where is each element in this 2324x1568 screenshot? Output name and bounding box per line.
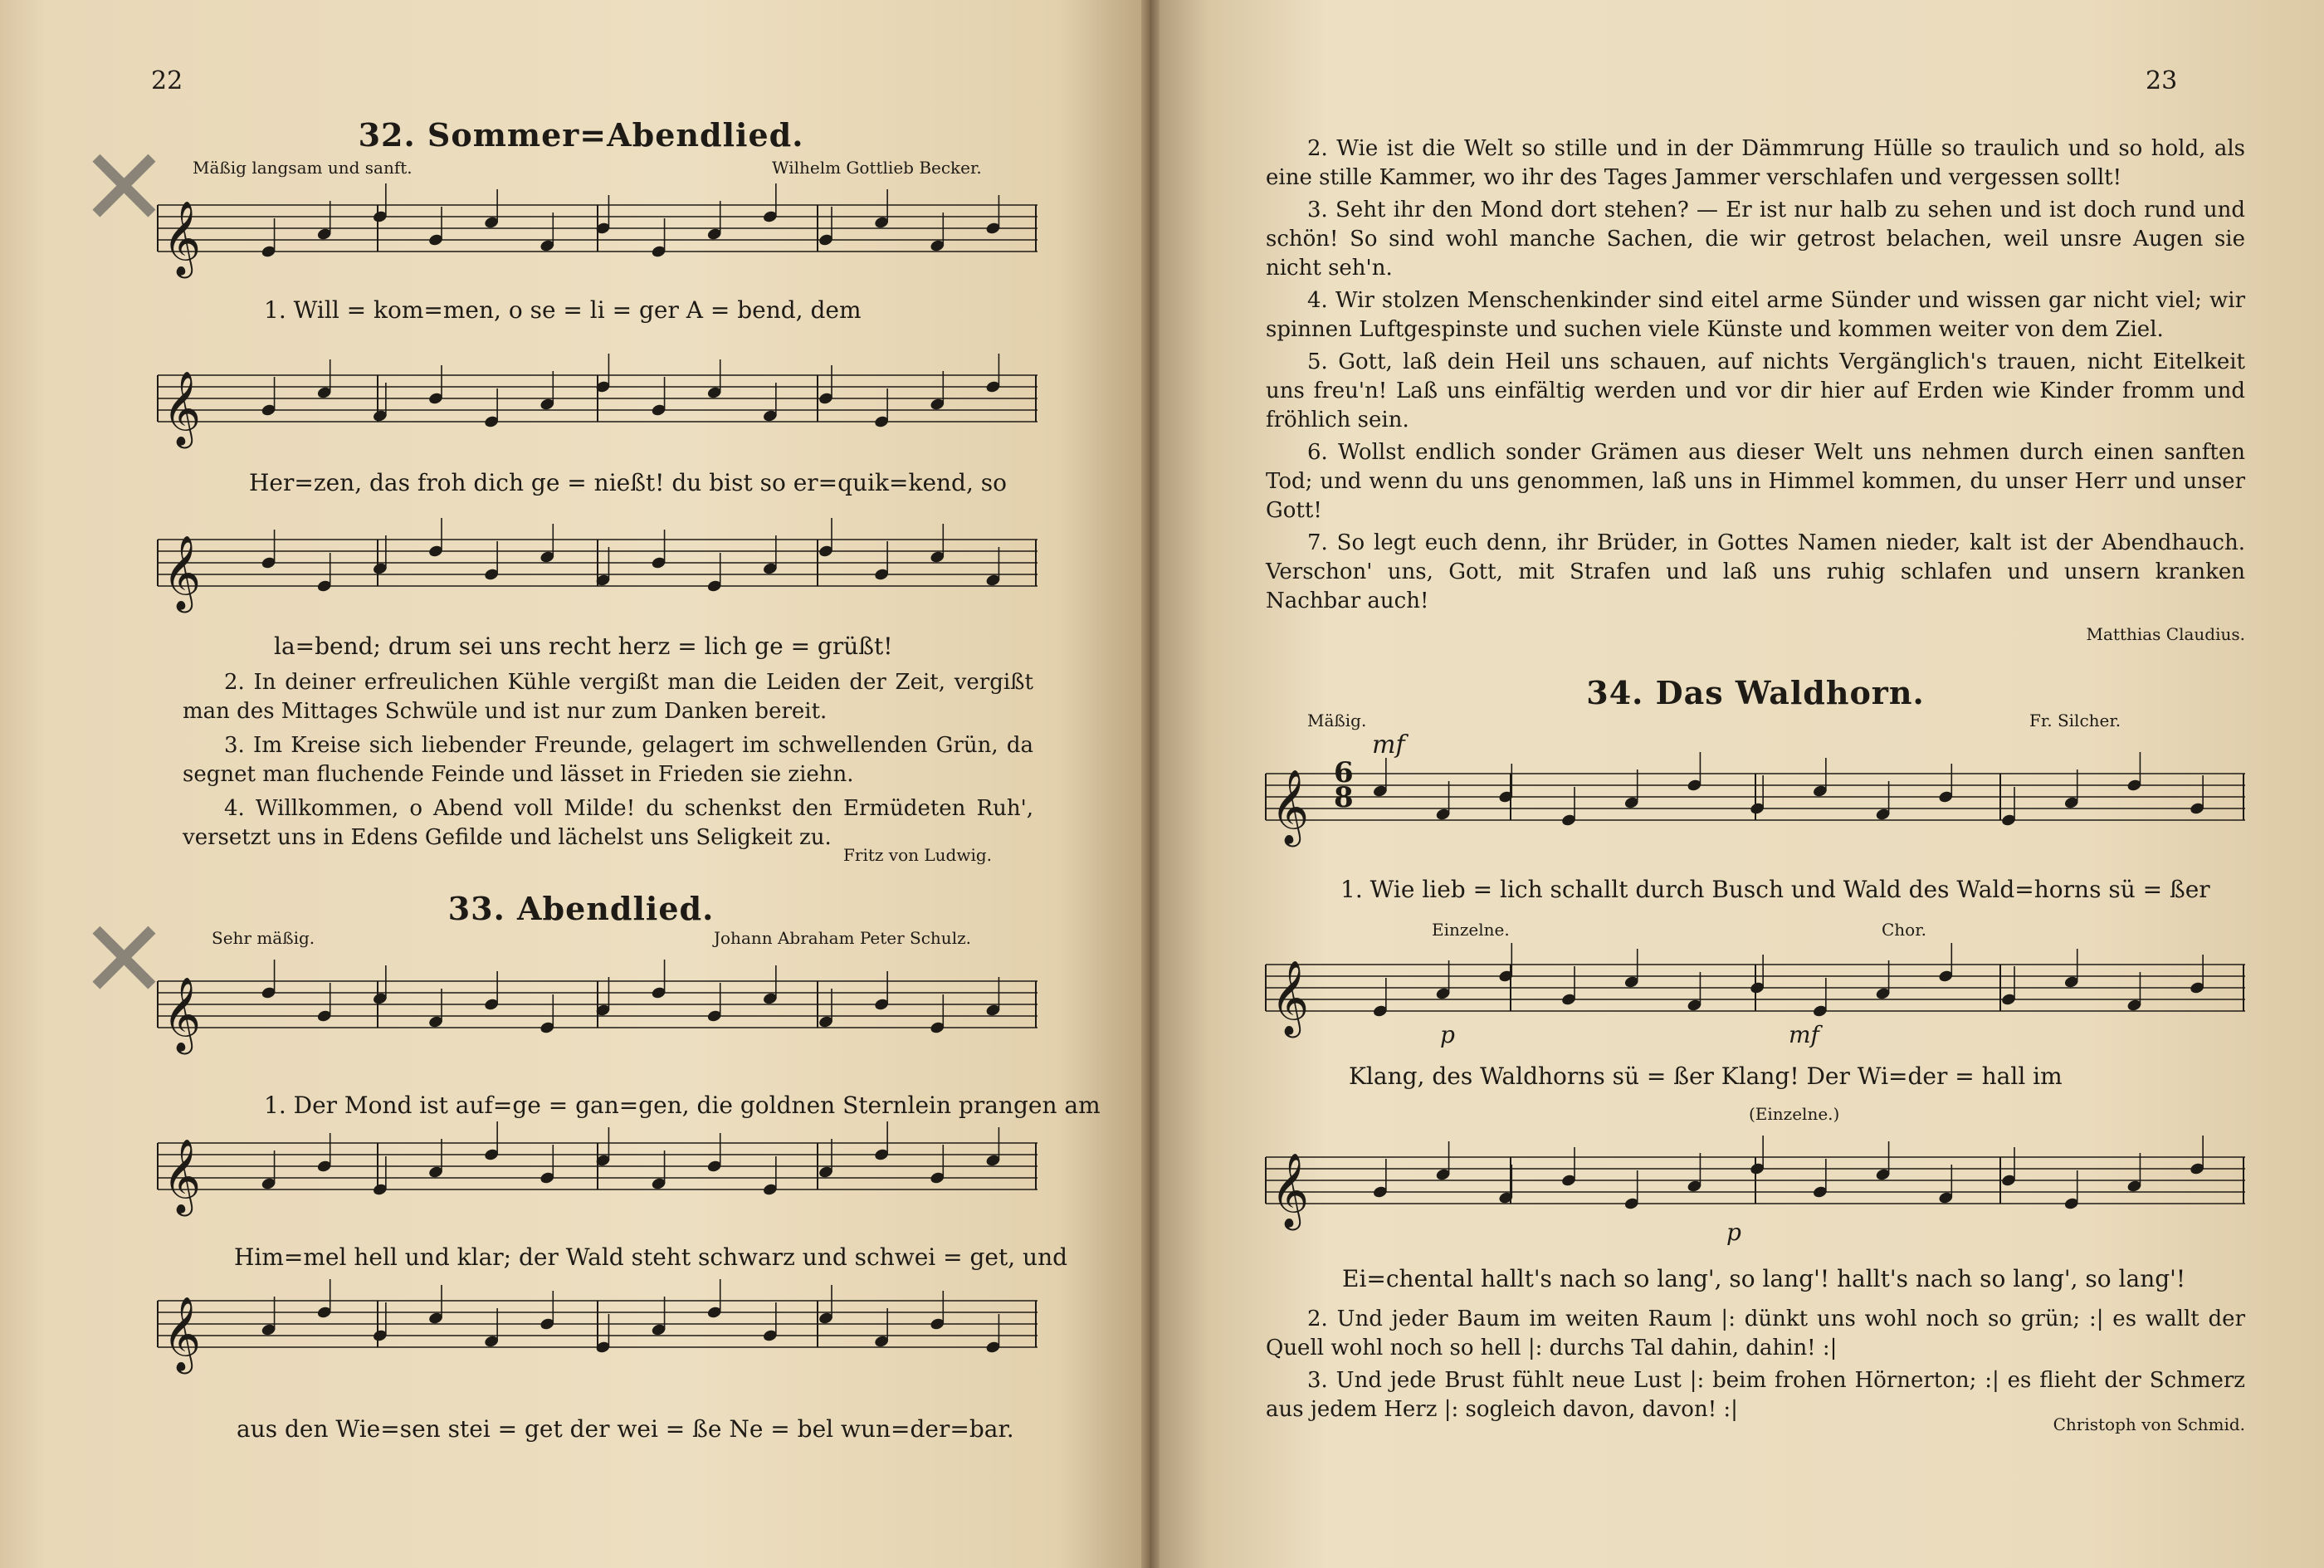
- page-number: 23: [2146, 66, 2178, 95]
- page-number: 22: [151, 66, 183, 95]
- music-staff: [158, 357, 1038, 446]
- music-staff: [158, 963, 1038, 1052]
- treble-clef-icon: 𝄞: [163, 977, 202, 1052]
- pencil-x-mark-icon: ✕: [79, 896, 169, 1023]
- dynamic-marking: mf: [1372, 730, 1405, 760]
- poet-credit: Wilhelm Gottlieb Becker.: [772, 158, 982, 178]
- tempo-marking: Sehr mäßig.: [212, 928, 315, 948]
- verse: 3. Seht ihr den Mond dort stehen? — Er ist nur halb zu sehen und ist doch rund und schön! So sind wohl manche Sachen, die wir getrost belachen, weil unsre Augen sie nicht seh'n.: [1266, 198, 2245, 281]
- verse-block: [1266, 134, 2245, 616]
- verse: 7. So legt euch denn, ihr Brüder, in Gottes Namen nieder, kalt ist der Abendhauch. Verschon' uns, Gott, mit Strafen und laß uns ruhig schlafen und unsern kranken Nachbar auch!: [1266, 530, 2245, 613]
- music-staff: [158, 1125, 1038, 1214]
- dynamic-marking: mf: [1789, 1021, 1819, 1048]
- author-credit: Matthias Claudius.: [2086, 624, 2245, 644]
- music-staff: [158, 187, 1038, 276]
- book-gutter: [1141, 0, 1160, 1568]
- part-label: Chor.: [1882, 920, 1926, 940]
- author-credit: Christoph von Schmid.: [2053, 1414, 2245, 1434]
- lyric-line: 1. Will = kom=men, o se = li = ger A = bend, dem: [264, 296, 862, 324]
- treble-clef-icon: 𝄞: [163, 535, 202, 610]
- song-title: 32. Sommer=Abendlied.: [358, 116, 804, 154]
- tempo-marking: Mäßig.: [1307, 711, 1367, 730]
- lyric-line: aus den Wie=sen stei = get der wei = ße Ne = bel wun=der=bar.: [237, 1415, 1014, 1443]
- left-page: [0, 0, 1150, 1568]
- treble-clef-icon: 𝄞: [163, 201, 202, 276]
- verse: 2. Wie ist die Welt so stille und in der Dämmrung Hülle so traulich und so hold, als eine stille Kammer, wo ihr des Tages Jammer verschlafen und vergessen sollt!: [1266, 136, 2245, 190]
- lyric-line: Him=mel hell und klar; der Wald steht schwarz und schwei = get, und: [234, 1243, 1068, 1271]
- lyric-line: 1. Wie lieb = lich schallt durch Busch und Wald des Wald=horns sü = ßer: [1340, 876, 2210, 903]
- treble-clef-icon: 𝄞: [1271, 769, 1310, 844]
- tempo-marking: Mäßig langsam und sanft.: [193, 158, 413, 178]
- dynamic-marking: p: [1726, 1219, 1741, 1246]
- time-signature: 6 8: [1334, 756, 1354, 814]
- treble-clef-icon: 𝄞: [163, 371, 202, 446]
- lyric-line: Her=zen, das froh dich ge = nießt! du bist so er=quik=kend, so: [249, 469, 1007, 496]
- music-staff: [1266, 755, 2245, 844]
- verse: 2. In deiner erfreulichen Kühle vergißt man die Leiden der Zeit, vergißt man des Mittages Schwüle und ist nur zum Danken bereit.: [183, 670, 1033, 724]
- part-label: (Einzelne.): [1749, 1104, 1840, 1124]
- verse: 5. Gott, laß dein Heil uns schauen, auf nichts Vergänglich's trauen, nicht Eitelkeit uns freu'n! Laß uns einfältig werden und vor dir hier auf Erden wie Kinder fromm und fröhlich sein.: [1266, 349, 2245, 432]
- verse-block: [1266, 1305, 2245, 1424]
- composer-credit: Johann Abraham Peter Schulz.: [714, 928, 971, 948]
- part-label: Einzelne.: [1432, 920, 1510, 940]
- right-page: [1150, 0, 2324, 1568]
- dynamic-marking: p: [1440, 1021, 1455, 1048]
- verse: 3. Im Kreise sich liebender Freunde, gelagert im schwellenden Grün, da segnet man fluchende Feinde und lässet in Frieden sie ziehn.: [183, 733, 1033, 787]
- treble-clef-icon: 𝄞: [1271, 1153, 1310, 1228]
- song-title: 34. Das Waldhorn.: [1586, 674, 1925, 711]
- verse-block: [183, 668, 1033, 852]
- treble-clef-icon: 𝄞: [163, 1139, 202, 1214]
- song-title: 33. Abendlied.: [447, 890, 715, 927]
- music-staff: [158, 521, 1038, 610]
- lyric-line: la=bend; drum sei uns recht herz = lich ge = grüßt!: [274, 633, 893, 660]
- verse: 4. Wir stolzen Menschenkinder sind eitel arme Sünder und wissen gar nicht viel; wir spinnen Luftgespinste und suchen viele Künste und kommen weiter von dem Ziel.: [1266, 288, 2245, 342]
- treble-clef-icon: 𝄞: [163, 1297, 202, 1371]
- author-credit: Fritz von Ludwig.: [843, 845, 992, 865]
- treble-clef-icon: 𝄞: [1271, 960, 1310, 1035]
- music-staff: [158, 1282, 1038, 1371]
- lyric-line: 1. Der Mond ist auf=ge = gan=gen, die goldnen Sternlein prangen am: [264, 1092, 1101, 1119]
- verse: 4. Willkommen, o Abend voll Milde! du schenkst den Ermüdeten Ruh', versetzt uns in Edens Gefilde und lächelst uns Seligkeit zu.: [183, 796, 1033, 850]
- verse: 3. Und jede Brust fühlt neue Lust |: beim frohen Hörnerton; :| es flieht der Schmerz aus jedem Herz |: sogleich davon, davon! :|: [1266, 1368, 2245, 1422]
- verse: 6. Wollst endlich sonder Grämen aus dieser Welt uns nehmen durch einen sanften Tod; und wenn du uns genommen, laß uns in Himmel kommen, du unser Herr und unser Gott!: [1266, 440, 2245, 523]
- verse: 2. Und jeder Baum im weiten Raum |: dünkt uns wohl noch so grün; :| es wallt der Quell wohl noch so hell |: durchs Tal dahin, dahin! :|: [1266, 1307, 2245, 1360]
- music-staff: [1266, 1139, 2245, 1228]
- pencil-x-mark-icon: ✕: [79, 125, 169, 251]
- lyric-line: Ei=chental hallt's nach so lang', so lang'! hallt's nach so lang', so lang'!: [1342, 1265, 2186, 1292]
- composer-credit: Fr. Silcher.: [2029, 711, 2121, 730]
- lyric-line: Klang, des Waldhorns sü = ßer Klang! Der Wi=der = hall im: [1349, 1062, 2063, 1090]
